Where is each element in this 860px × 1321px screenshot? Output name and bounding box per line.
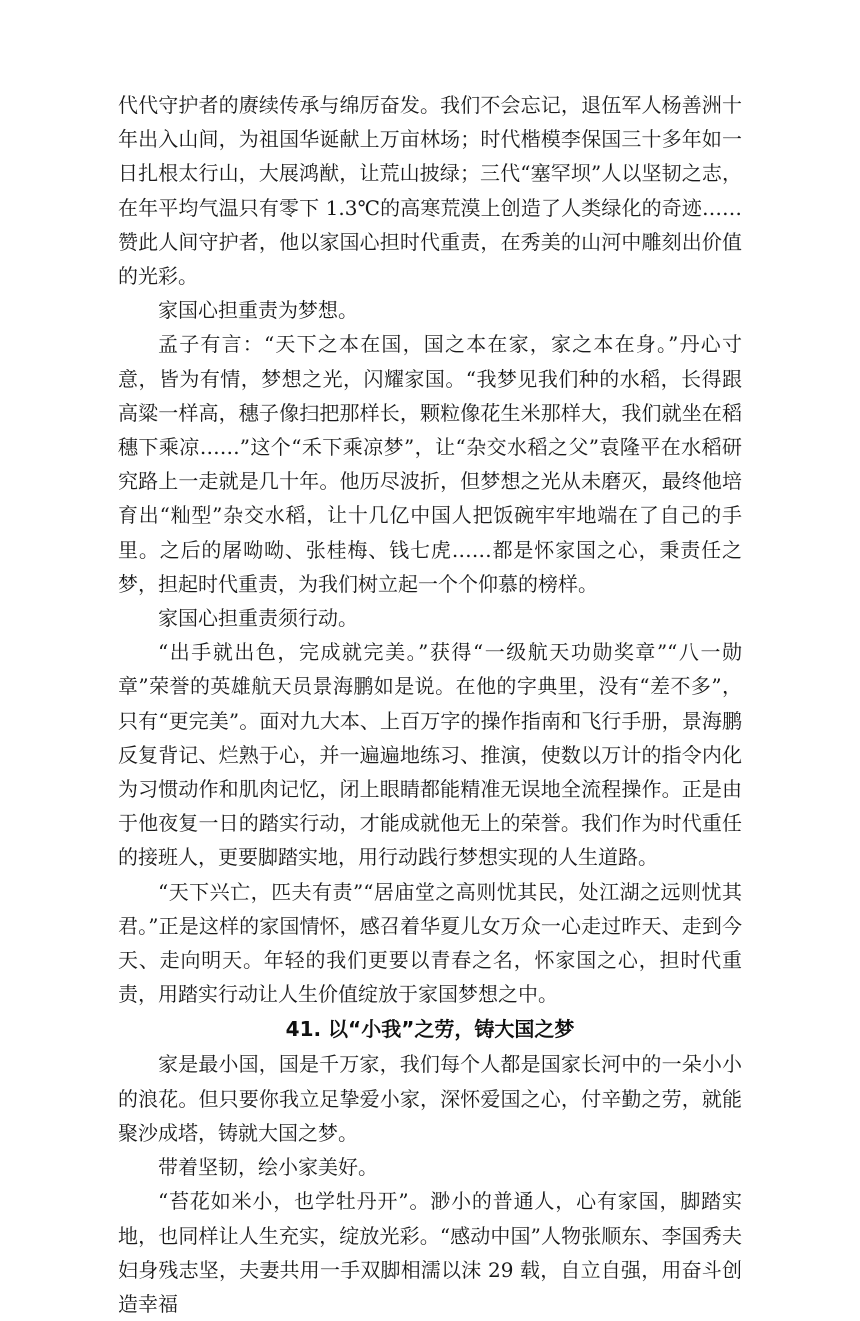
paragraph-guardians: 代代守护者的赓续传承与绵厉奋发。我们不会忘记，退伍军人杨善洲十年出入山间，为祖国华诞献上万亩林场；时代楷模李保国三十多年如一日扎根太行山，大展鸿猷，让荒山披绿；三代“塞罕坝”人以坚韧之志，在年平均气温只有零下 1.3℃的高寒荒漠上创造了人类绿化的奇迹……赞此人间守护者，他以家国心担时代重责，在秀美的山河中雕刻出价值的光彩。	[118, 93, 742, 289]
section-resilience-heading: 带着坚韧，绘小家美好。	[158, 1155, 378, 1180]
document-page	[118, 88, 742, 1321]
section-action-heading: 家国心担重责须行动。	[158, 606, 358, 631]
paragraph-zhang-shundong: “苔花如米小，也学牡丹开”。渺小的普通人，心有家国，脚踏实地，也同样让人生充实，绽放光彩。“感动中国”人物张顺东、李国秀夫妇身残志坚，夫妻共用一手双脚相濡以沫 29 载，自立自强，用奋斗创造幸福	[118, 1189, 742, 1316]
paragraph-jing-haipeng: “出手就出色，完成就完美。”获得“一级航天功勋奖章”“八一勋章”荣誉的英雄航天员景海鹏如是说。在他的字典里，没有“差不多”，只有“更完美”。面对九大本、上百万字的操作指南和飞行手册，景海鹏反复背记、烂熟于心，并一遍遍地练习、推演，使数以万计的指令内化为习惯动作和肌肉记忆，闭上眼睛都能精准无误地全流程操作。正是由于他夜复一日的踏实行动，才能成就他无上的荣誉。我们作为时代重任的接班人，更要脚踏实地，用行动践行梦想实现的人生道路。	[118, 640, 742, 870]
section-dream-heading: 家国心担重责为梦想。	[158, 298, 358, 323]
paragraph-yuan-longping: 孟子有言：“天下之本在国，国之本在家，家之本在身。”丹心寸意，皆为有情，梦想之光，闪耀家国。“我梦见我们种的水稻，长得跟高粱一样高，穗子像扫把那样长，颗粒像花生米那样大，我们就坐在稻穗下乘凉……”这个“禾下乘凉梦”，让“杂交水稻之父”袁隆平在水稻研究路上一走就是几十年。他历尽波折，但梦想之光从未磨灭，最终他培育出“籼型”杂交水稻，让十几亿中国人把饭碗牢牢地端在了自己的手里。之后的屠呦呦、张桂梅、钱七虎……都是怀家国之心，秉责任之梦，担起时代重责，为我们树立起一个个仰慕的榜样。	[118, 332, 742, 596]
paragraph-conclusion: “天下兴亡，匹夫有责”“居庙堂之高则忧其民，处江湖之远则忧其君。”正是这样的家国情怀，感召着华夏儿女万众一心走过昨天、走到今天、走向明天。年轻的我们更要以青春之名，怀家国之心，担时代重责，用踏实行动让人生价值绽放于家国梦想之中。	[118, 879, 742, 1007]
essay-title: 41. 以“小我”之劳，铸大国之梦	[285, 1017, 575, 1042]
paragraph-intro: 家是最小国，国是千万家，我们每个人都是国家长河中的一朵小小的浪花。但只要你我立足挚爱小家，深怀爱国之心，付辛勤之劳，就能聚沙成塔，铸就大国之梦。	[118, 1052, 742, 1145]
